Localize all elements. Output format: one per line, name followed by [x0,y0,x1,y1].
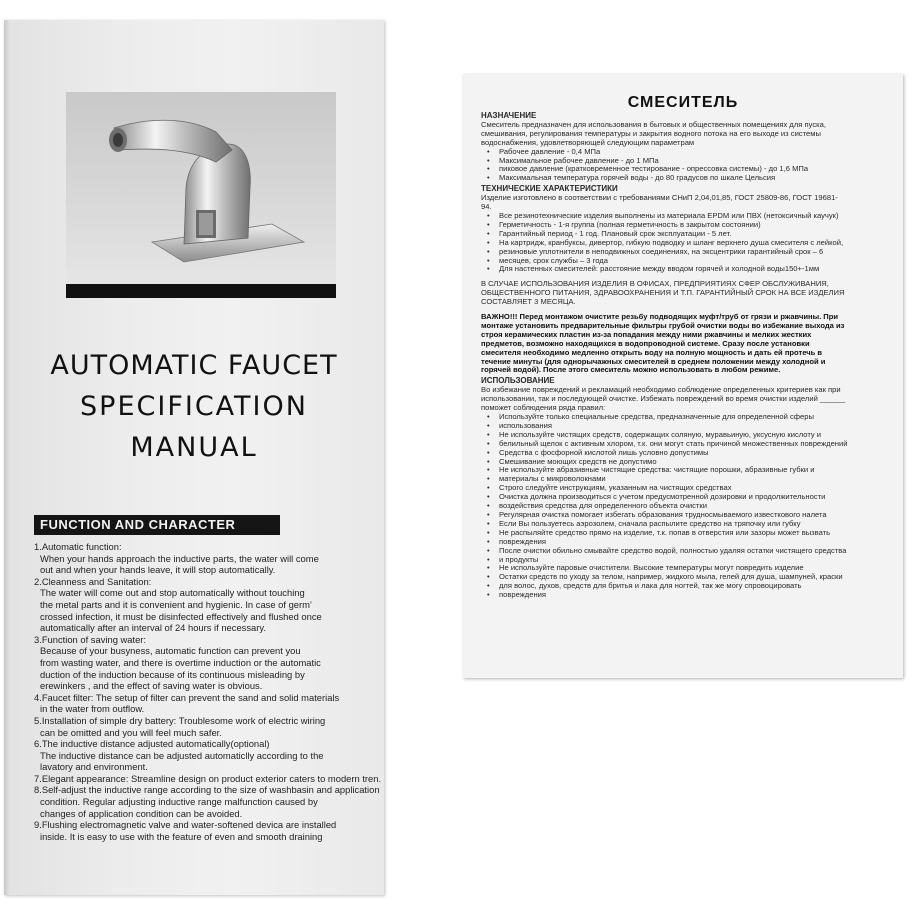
function-line: duction of the induction because of its continuous misleading by [40,668,305,680]
paragraph-line: Изделие изготовлено в соответствии с требованиями СНиП 2,04,01,85, ГОСТ 25809-86, ГОСТ 19681- [481,193,838,203]
paragraph-line: В СЛУЧАЕ ИСПОЛЬЗОВАНИЯ ИЗДЕЛИЯ В ОФИСАХ, ПРЕДПРИЯТИЯХ СФЕР ОБСЛУЖИВАНИЯ, [481,279,829,289]
bullet-item: • воздействия средства для определенного объекта очистки [481,502,901,511]
bullet-item: • белильный щелок с активным хлором, т.к. они могут стать причиной множественных повреждений [481,440,901,449]
russian-title: СМЕСИТЕЛЬ [627,94,739,111]
bullet-item: • использования [481,422,901,431]
warning-text: горячей водой). После этого смеситель можно использовать в любом режиме. [481,365,781,375]
bullet-item: • Строго следуйте инструкциям, указанным на чистящих средствах [481,484,901,493]
bullet-item: • Герметичность - 1-я группа (полная герметичность в закрытом состоянии) [481,221,901,230]
function-line: crossed infection, it must be disinfected effectively and flushed once [40,610,322,622]
bullet-item: • После очистки обильно смывайте средство водой, полностью удаляя остатки чистящего средства [481,547,901,556]
function-line: The inductive distance can be adjusted automaticlly according to the [40,749,324,761]
bullet-item: • Максимальная температура горячей воды - до 80 градусов по шкале Цельсия [481,174,901,183]
russian-manual-page [463,74,903,678]
bullet-item: • Гарантийный период - 1 год. Плановый срок эксплуатации - 5 лет. [481,230,901,239]
function-line: out and when your hands leave, it will stop automatically. [40,564,276,576]
photo-caption-bar [66,284,336,298]
bullet-item: • Не распыляйте средство прямо на изделие, т.к. попав в отверстия или зазоры может вызвать [481,529,901,538]
bullet-item: • Регулярная очистка помогает избегать образования трудносмываемого известкового налета [481,511,901,520]
bullet-item: • пиковое давление (кратковременное тестирование - опрессовка системы) - до 1,6 МПа [481,165,901,174]
english-manual-page [4,20,384,895]
warning-text: монтаже установить предварительные фильтры грубой очистки воды во избежание выхода из [481,320,845,330]
function-line: 4.Faucet filter: The setup of filter can prevent the sand and solid materials [34,691,340,703]
section-heading: FUNCTION AND CHARACTER [34,515,280,535]
paragraph-line: 94. [481,202,492,212]
function-line: 1.Automatic function: [34,541,122,552]
function-line: changes of application condition can be avoided. [40,807,243,819]
function-line: 2.Cleanness and Sanitation: [34,575,152,587]
function-line: 5.Installation of simple dry battery: Troublesome work of electric wiring [34,714,326,726]
bullet-item: • Очистка должна производиться с учетом предусмотренной дозировки и продолжительности [481,493,901,502]
bullet-item: • Для настенных смесителей: расстояние между вводом горячей и холодной воды150+-1мм [481,265,901,274]
function-line: from wasting water, and there is overtime induction or the automatic [40,656,321,668]
bullet-item: • Не используйте паровые очистители. Высокие температуры могут повредить изделие [481,564,901,573]
bullet-item: • материалы с микроволокнами [481,475,901,484]
function-line: inside. It is easy to use with the feature of even and smooth draining [40,830,323,842]
bullet-item: • Используйте только специальные средства, предназначенные для определенной сферы [481,413,901,422]
bullet-item: • для волос, духов, средств для бритья и лака для ногтей, так же могу спровоцировать [481,582,901,591]
warning-text: ВАЖНО!!! Перед монтажом очистите резьбу подводящих муфт/труб от грязи и ржавчины. При [481,312,839,322]
function-line: lavatory and environment. [40,761,148,773]
bullet-item: • Не используйте абразивные чистящие средства: чистящие порошки, абразивные губки и [481,466,901,475]
bullet-item: • Остатки средств по уходу за телом, например, жидкого мыла, гелей для душа, шампуней, краски [481,573,901,582]
function-line: 8.Self-adjust the inductive range according to the size of washbasin and application [34,784,380,796]
paragraph-line: водоснабжения, удовлетворяющей следующим параметрам [481,137,695,147]
paragraph-line: поможет соблюдения ряда правил: [481,403,606,413]
function-line: 7.Elegant appearance: Streamline design on product exterior caters to modern tren. [34,772,382,784]
bullet-item: • На картридж, кранбуксы, дивертор, гибкую подводку и шланг верхнего душа смесителя с лейкой, [481,239,901,248]
paragraph-line: СОСТАВЛЯЕТ 3 МЕСЯЦА. [481,297,576,307]
title-line-2: SPECIFICATION [80,391,308,422]
bullet-item: • Все резинотехнические изделия выполнены из материала EPDM или ПВХ (нетоксичный каучук) [481,212,901,221]
function-line: 9.Flushing electromagnetic valve and water-softened devica are installed [34,819,337,831]
function-line: 3.Function of saving water: [34,633,147,645]
function-line: erewinkers , and the effect of saving water is obvious. [40,680,263,692]
function-line: 6.The inductive distance adjusted automatically(optional) [34,738,270,750]
paragraph-line: Во избежание повреждений и рекламаций необходимо соблюдение определенных критериев как при [481,385,841,395]
warning-text: течение минуты (для однорычажных смесителей в среднем положении между холодной и [481,356,826,366]
warning-text: предметов, возможно находящихся в водопроводной системе. Сразу после установки [481,338,810,348]
function-line: When your hands approach the inductive parts, the water will come [40,552,319,564]
russian-text-body [481,110,901,600]
section-heading: ТЕХНИЧЕСКИЕ ХАРАКТЕРИСТИКИ [481,184,618,194]
function-line: the metal parts and it is convenient and hygienic. In case of germ' [40,598,312,610]
function-line: Because of your busyness, automatic function can prevent you [40,645,301,657]
bullet-item: • Средства с фосфорной кислотой лишь условно допустимы [481,449,901,458]
title-line-1: AUTOMATIC FAUCET [50,350,338,381]
bullet-item: • Не используйте чистящих средств, содержащих соляную, муравьиную, уксусную кислоту и [481,431,901,440]
paragraph-line: Смеситель предназначен для использования в бытовых и общественных помещениях для пуска, [481,119,826,129]
section-heading: ИСПОЛЬЗОВАНИЕ [481,376,555,386]
bullet-item: • Рабочее давление - 0,4 МПа [481,148,901,157]
bullet-item: • Смешивание моющих средств не допустимо [481,458,901,467]
title-line-3: MANUAL [130,432,258,463]
function-line: automatically after an interval of 24 hours if necessary. [40,622,266,634]
section-heading: НАЗНАЧЕНИЕ [481,111,537,120]
bullet-item: • повреждения [481,538,901,547]
function-line: condition. Regular adjusting inductive range malfunction caused by [40,796,318,808]
function-list [34,541,382,842]
function-line: The water will come out and stop automatically without touching [40,587,305,599]
bullet-item: • месяцев, срок службы – 3 года [481,257,901,266]
bullet-item: • и продукты [481,556,901,565]
warning-text: строя керамических пластин из-за попадания между ними ржавчины и мелких жестких [481,329,812,339]
paragraph-line: использовании, так и последующей очистке. Избежать повреждений во время очистки изделий ______ [481,394,846,404]
bullet-item: • повреждения [481,591,901,600]
bullet-item: • Максимальное рабочее давление - до 1 МПа [481,157,901,166]
function-line: in the water from outflow. [40,703,145,715]
paragraph-line: ОБЩЕСТВЕННОГО ПИТАНИЯ, ЗДРАВООХРАНЕНИЯ И Т.П. ГАРАНТИЙНЫЙ СРОК НА ВСЕ ИЗДЕЛИЯ [481,288,845,298]
function-line: can be omitted and you will feel much safer. [40,726,222,738]
paragraph-line: смешивания, регулирования температуры и закрытия водного потока на его выходе из системы [481,128,821,138]
bullet-item: • Если Вы пользуетесь аэрозолем, сначала распылите средство на тряпочку или губку [481,520,901,529]
bullet-item: • резиновые уплотнители в неподвижных соединениях, на эксцентрики гарантийный срок – 6 [481,248,901,257]
warning-text: смесителя необходимо медленно открыть воду на полную мощность и дать ей протечь в [481,347,823,357]
faucet-photo [66,92,336,288]
